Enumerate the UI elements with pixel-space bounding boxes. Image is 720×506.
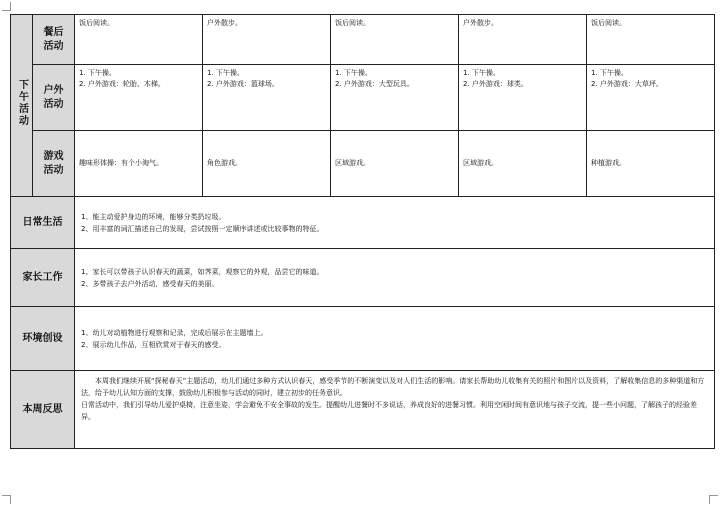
afternoon-section-label (11, 15, 33, 197)
reflection-paragraph-1: 本周我们继续开展“探秘春天”主题活动，幼儿们通过多种方式认识春天，感受季节的不断演变以及对人们生活的影响。请家长帮助幼儿收集有关的照片和图片以及资料，了解收集信息的多种渠道和方法，给予幼儿认知方面的支撑，鼓励幼儿积极参与活动的同时，建立初步的任务意识。 (81, 377, 705, 397)
cell-games-day5: 种植游戏。 (587, 131, 715, 197)
crop-mark-bottom-right (709, 495, 718, 504)
cell-after-meal-day1: 饭后阅读。 (75, 15, 203, 65)
cell-games-day1: 趣味形体操：有个小淘气。 (75, 131, 203, 197)
crop-mark-bottom-left (2, 495, 11, 504)
cell-after-meal-day5: 饭后阅读。 (587, 15, 715, 65)
table-row (11, 197, 715, 249)
row-label-daily-life: 日常生活 (11, 197, 75, 249)
cell-after-meal-day4: 户外散步。 (459, 15, 587, 65)
parents-content: 1、家长可以带孩子认识春天的蔬菜，如荠菜，观察它的外观，品尝它的味道。 2、多带孩子去户外活动，感受春天的美丽。 (75, 249, 715, 307)
table-row (11, 15, 715, 65)
cell-after-meal-day2: 户外散步。 (203, 15, 331, 65)
table-row (11, 307, 715, 371)
row-label-reflection: 本周反思 (11, 371, 75, 449)
row-label-games: 游戏活动 (33, 131, 75, 197)
weekly-plan-table (10, 14, 715, 449)
reflection-content (75, 371, 715, 449)
afternoon-label-text: 下午活动 (16, 79, 28, 127)
cell-games-day4: 区域游戏。 (459, 131, 587, 197)
table-row (11, 131, 715, 197)
cell-outdoor-day5: 1. 下午操。 2. 户外游戏：大草坪。 (587, 65, 715, 131)
cell-games-day3: 区域游戏。 (331, 131, 459, 197)
cell-games-day2: 角色游戏。 (203, 131, 331, 197)
cell-outdoor-day4: 1. 下午操。 2. 户外游戏：球类。 (459, 65, 587, 131)
cell-outdoor-day1: 1. 下午操。 2. 户外游戏：轮胎、木梯。 (75, 65, 203, 131)
table-row (11, 371, 715, 449)
reflection-paragraph-2: 日常活动中，我们引导幼儿爱护桌椅，注意坐姿，学会避免不安全事故的发生。提醒幼儿进餐时不多说话，养成良好的进餐习惯。利用空闲时间有意识地与孩子交流，提一些小问题，了解孩子的经验差异。 (81, 401, 697, 421)
daily-life-content: 1、能主动爱护身边的环境，能够分类扔垃圾。 2、用丰富的词汇描述自己的发现，尝试按照一定顺序讲述或比较事物的特征。 (75, 197, 715, 249)
table-row (11, 249, 715, 307)
cell-outdoor-day3: 1. 下午操。 2. 户外游戏：大型玩具。 (331, 65, 459, 131)
table-row (11, 65, 715, 131)
row-label-parents: 家长工作 (11, 249, 75, 307)
row-label-environment: 环境创设 (11, 307, 75, 371)
row-label-outdoor: 户外活动 (33, 65, 75, 131)
environment-content: 1、幼儿对动植物进行观察和记录，完成后展示在主题墙上。 2、展示幼儿作品，互相欣赏对于春天的感受。 (75, 307, 715, 371)
cell-after-meal-day3: 饭后阅读。 (331, 15, 459, 65)
crop-mark-top-left (2, 2, 11, 11)
cell-outdoor-day2: 1. 下午操。 2. 户外游戏：篮球场。 (203, 65, 331, 131)
row-label-after-meal: 餐后活动 (33, 15, 75, 65)
